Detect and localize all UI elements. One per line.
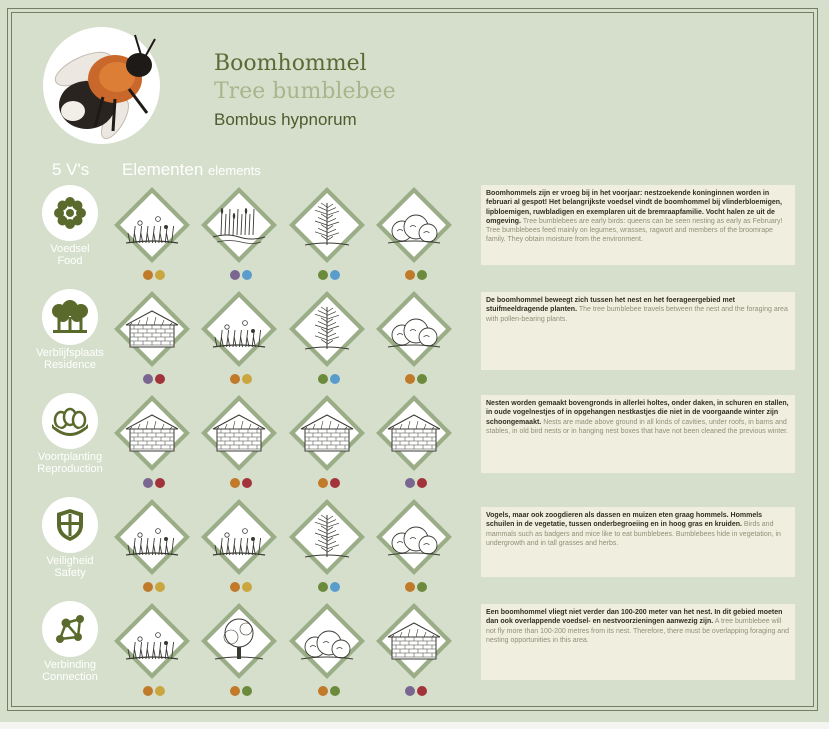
green-dot xyxy=(417,270,427,280)
food-label-dutch: Voedsel xyxy=(50,243,90,255)
mustard-dot xyxy=(155,582,165,592)
row-reproduction xyxy=(0,393,829,497)
food-label xyxy=(20,243,120,267)
orange-dot xyxy=(143,686,153,696)
purple-dot xyxy=(230,270,240,280)
safety-label-dutch: Veiligheid xyxy=(46,555,94,567)
orange-dot xyxy=(143,270,153,280)
elements-label-english: elements xyxy=(208,163,261,178)
red-dot xyxy=(242,478,252,488)
safety-description xyxy=(481,507,795,577)
tile-dots xyxy=(230,374,260,386)
reproduction-text-dutch: Nesten worden gemaakt bovengronds in allerlei holtes, onder daken, in schuren en stallen, in oude vogelnestjes of in opgehangen nestkastjes die niet in de voorgaande winter zijn schoongemaakt. xyxy=(486,400,789,426)
connection-text-english: A tree bumblebee will not fly more than 100-200 metres from its nest. Therefore, there must be overlapping foraging and nesting opportunities in this area. xyxy=(486,618,789,644)
blue-dot xyxy=(330,270,340,280)
column-header-5v: 5 V's xyxy=(52,160,90,179)
orange-dot xyxy=(230,478,240,488)
tile-dots xyxy=(405,478,435,490)
title-dutch: Boomhommel xyxy=(214,51,367,76)
element-tile xyxy=(374,393,454,473)
element-tile xyxy=(199,289,279,369)
connection-label-dutch: Verbinding xyxy=(44,659,96,671)
food-text-dutch: Boomhommels zijn er vroeg bij in het voorjaar: nestzoekende koninginnen worden in februari al gespot! Het belangrijkste voedsel vindt de boomhommel bij vlinderbloemigen, lipbloemigen, ruwbladigen en exemplaren uit de bremraapfamilie. Vocht halen ze uit de omgeving. xyxy=(486,190,782,225)
element-tile xyxy=(287,185,367,265)
network-icon xyxy=(52,611,88,647)
tile-dots xyxy=(143,374,173,386)
connection-badge xyxy=(42,601,98,657)
blue-dot xyxy=(330,374,340,384)
connection-text-dutch: Een boomhommel vliegt niet verder dan 100-200 meter van het nest. In dit gebied moeten dan ook overlappende voedsel- en nestvoorzieningen aanwezig zijn. xyxy=(486,609,783,626)
red-dot xyxy=(330,478,340,488)
food-badge xyxy=(42,185,98,241)
connection-label xyxy=(20,659,120,683)
tile-dots xyxy=(318,478,348,490)
element-tile xyxy=(199,185,279,265)
bushes-illustration xyxy=(374,497,454,577)
orange-dot xyxy=(405,374,415,384)
building-roof-illustration xyxy=(374,601,454,681)
element-tile xyxy=(112,289,192,369)
tile-dots xyxy=(143,582,173,594)
element-tile xyxy=(374,601,454,681)
row-connection xyxy=(0,601,829,705)
residence-label-english: Residence xyxy=(44,359,96,371)
mustard-dot xyxy=(155,270,165,280)
title-english: Tree bumblebee xyxy=(214,79,396,104)
tile-dots xyxy=(230,582,260,594)
red-dot xyxy=(417,478,427,488)
green-dot xyxy=(318,270,328,280)
bushes-illustration xyxy=(374,289,454,369)
safety-label-english: Safety xyxy=(54,567,86,579)
green-dot xyxy=(417,582,427,592)
safety-badge xyxy=(42,497,98,553)
reproduction-label-dutch: Voortplanting xyxy=(37,451,103,463)
grass-flowers-illustration xyxy=(112,601,192,681)
element-tile xyxy=(374,185,454,265)
reproduction-label xyxy=(20,451,120,475)
red-dot xyxy=(155,374,165,384)
residence-description xyxy=(481,292,795,370)
reproduction-label-english: Reproduction xyxy=(37,463,103,475)
tile-dots xyxy=(405,270,435,282)
reproduction-text-english: Nests are made above ground in all kinds of cavities, under roofs, in barns and stables, in old bird nests or in hanging nest boxes that have not been cleaned the previous winter. xyxy=(486,418,788,435)
green-dot xyxy=(330,686,340,696)
orange-dot xyxy=(230,686,240,696)
red-dot xyxy=(417,686,427,696)
element-tile xyxy=(287,393,367,473)
blue-dot xyxy=(330,582,340,592)
orange-dot xyxy=(230,374,240,384)
green-dot xyxy=(417,374,427,384)
tile-dots xyxy=(318,582,348,594)
tile-dots xyxy=(405,686,435,698)
element-tile xyxy=(287,497,367,577)
orange-dot xyxy=(318,686,328,696)
element-tile xyxy=(374,289,454,369)
orange-dot xyxy=(143,582,153,592)
title-latin: Bombus hypnorum xyxy=(214,110,357,129)
purple-dot xyxy=(143,478,153,488)
bee-portrait xyxy=(43,27,160,144)
food-description xyxy=(481,185,795,265)
grass-flowers-illustration xyxy=(199,497,279,577)
purple-dot xyxy=(143,374,153,384)
safety-text-dutch: Vogels, maar ook zoogdieren als dassen en muizen eten graag hommels. Hommels schuilen in de vegetatie, tussen onderbegroeiing en in hoog gras en kruiden. xyxy=(486,512,763,529)
title-block xyxy=(214,50,396,132)
food-text-english: Tree bumblebees are early birds: queens can be seen nesting as early as February! Tree bumblebees feed mainly on legumes, wrasses, ragwort and members of the broomrape family. They obtain moisture from the environment. xyxy=(486,217,783,244)
element-tile xyxy=(374,497,454,577)
element-tile xyxy=(199,601,279,681)
green-dot xyxy=(318,582,328,592)
orange-dot xyxy=(405,270,415,280)
element-tile xyxy=(112,393,192,473)
red-dot xyxy=(155,478,165,488)
purple-dot xyxy=(405,686,415,696)
grass-flowers-illustration xyxy=(199,289,279,369)
safety-label xyxy=(20,555,120,579)
residence-label xyxy=(20,347,120,371)
element-tile xyxy=(199,497,279,577)
grass-flowers-illustration xyxy=(112,185,192,265)
row-safety xyxy=(0,497,829,601)
tile-dots xyxy=(143,686,173,698)
safety-text-english: Birds and mammals such as badgers and mice like to eat bumblebees. Bumblebees hide in vegetation, in undergrowth and in tall grasses and herbs. xyxy=(486,521,781,547)
element-tile xyxy=(287,289,367,369)
row-food xyxy=(0,185,829,289)
row-residence xyxy=(0,289,829,393)
bumblebee-icon xyxy=(43,27,160,144)
building-roof-illustration xyxy=(287,393,367,473)
tile-dots xyxy=(318,374,348,386)
residence-label-dutch: Verblijfsplaats xyxy=(36,347,104,359)
tall-shrub-illustration xyxy=(287,289,367,369)
flower-icon xyxy=(52,195,88,231)
food-label-english: Food xyxy=(57,255,83,267)
connection-description xyxy=(481,604,795,680)
tile-dots xyxy=(405,374,435,386)
building-roof-illustration xyxy=(199,393,279,473)
green-dot xyxy=(318,374,328,384)
mustard-dot xyxy=(155,686,165,696)
tile-dots xyxy=(143,478,173,490)
building-roof-illustration xyxy=(112,289,192,369)
purple-dot xyxy=(405,478,415,488)
grass-flowers-illustration xyxy=(112,497,192,577)
orange-dot xyxy=(318,478,328,488)
green-dot xyxy=(242,686,252,696)
tile-dots xyxy=(230,478,260,490)
reeds-water-illustration xyxy=(199,185,279,265)
orange-dot xyxy=(405,582,415,592)
connection-label-english: Connection xyxy=(42,671,98,683)
tile-dots xyxy=(318,686,348,698)
tile-dots xyxy=(143,270,173,282)
tree-illustration xyxy=(199,601,279,681)
building-roof-illustration xyxy=(374,393,454,473)
trees-icon xyxy=(51,299,89,335)
residence-text-english: The tree bumblebee travels between the nest and the foraging area with pollen-bearing plants. xyxy=(486,306,788,323)
element-tile xyxy=(287,601,367,681)
tall-shrub-illustration xyxy=(287,185,367,265)
residence-badge xyxy=(42,289,98,345)
tall-shrub-illustration xyxy=(287,497,367,577)
bushes-illustration xyxy=(287,601,367,681)
bushes-illustration xyxy=(374,185,454,265)
tile-dots xyxy=(230,270,260,282)
nest-icon xyxy=(50,404,90,438)
orange-dot xyxy=(230,582,240,592)
element-tile xyxy=(112,497,192,577)
blue-dot xyxy=(242,270,252,280)
element-tile xyxy=(112,601,192,681)
mustard-dot xyxy=(242,374,252,384)
reproduction-badge xyxy=(42,393,98,449)
elements-label-dutch: Elementen xyxy=(122,160,204,179)
tile-dots xyxy=(318,270,348,282)
shield-icon xyxy=(54,507,86,543)
building-roof-illustration xyxy=(112,393,192,473)
reproduction-description xyxy=(481,395,795,473)
tile-dots xyxy=(405,582,435,594)
mustard-dot xyxy=(242,582,252,592)
column-header-elements xyxy=(122,160,261,180)
tile-dots xyxy=(230,686,260,698)
element-tile xyxy=(112,185,192,265)
element-tile xyxy=(199,393,279,473)
residence-text-dutch: De boomhommel beweegt zich tussen het nest en het foerageergebied met stuifmeeldragende planten. xyxy=(486,297,735,314)
